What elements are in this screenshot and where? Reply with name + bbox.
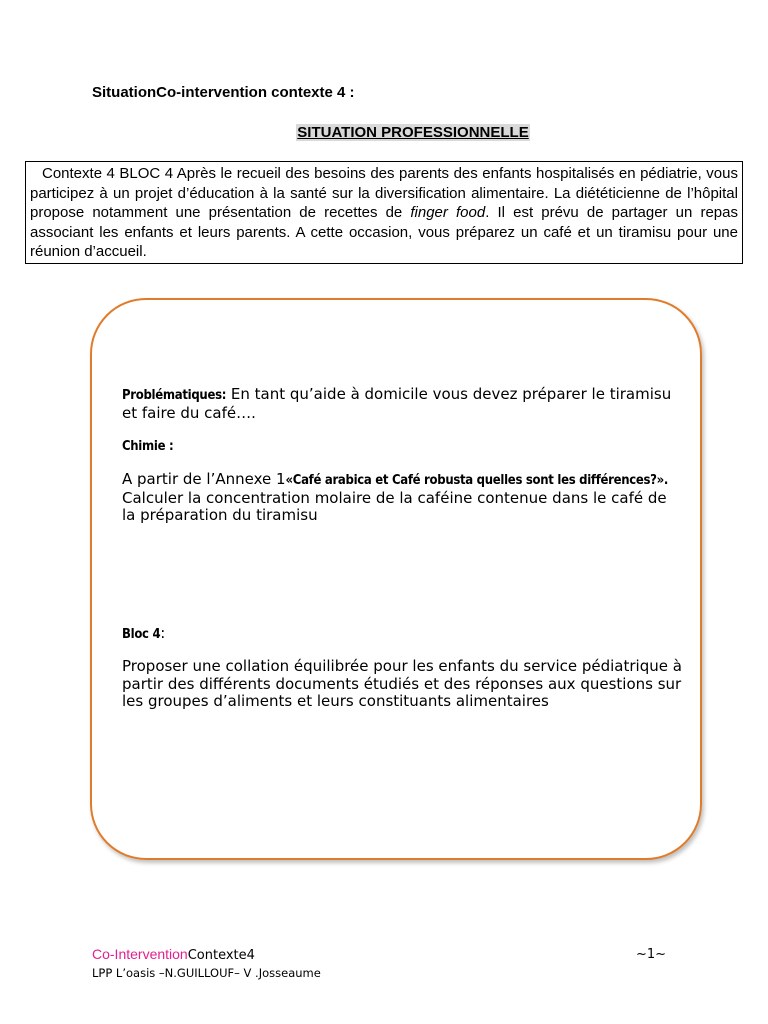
context-box <box>25 161 743 264</box>
chimie-annex-title: «Café arabica et Café robusta quelles sont les différences?». <box>285 473 669 488</box>
chimie-label-text: Chimie : <box>122 439 174 454</box>
chimie-paragraph <box>122 471 682 525</box>
problematique-label: Problématiques: <box>122 388 227 403</box>
problematique-paragraph <box>122 386 682 422</box>
context-lead: Contexte 4 BLOC 4 Après le recueil des besoins des parents des enfants hospitalisés en pédiatrie, vous participez à un projet d’éducation à la santé sur la diversification alimentaire. La diététicienne de l’hôpital propose notamment une présentation de recettes de <box>30 165 738 221</box>
footer-context-text: Contexte4 <box>187 948 255 963</box>
page-heading: SituationCo-intervention contexte 4 : <box>92 84 355 101</box>
context-tail: . Il est prévu de partager un repas associant les enfants et leurs parents. A cette occasion, vous préparez un café et un tiramisu pour une réunion d’accueil. <box>30 204 738 260</box>
bloc-label-colon: : <box>160 624 166 642</box>
footer-pink-text: Co-Intervention <box>92 946 188 962</box>
section-title-text: SITUATION PROFESSIONNELLE <box>297 124 529 141</box>
chimie-prefix: A partir de l’Annexe 1 <box>122 470 286 488</box>
bloc-paragraph <box>122 658 682 717</box>
page-number: ~1~ <box>636 947 667 962</box>
task-box <box>90 298 702 860</box>
problematique-text: En tant qu’aide à domicile vous devez préparer le tiramisu et faire du café…. <box>122 385 672 422</box>
footer-authors: LPP L’oasis –N.GUILLOUF– V .Josseaume <box>92 966 321 980</box>
footer-left <box>92 946 255 963</box>
bloc-text: Proposer une collation équilibrée pour les enfants du service pédiatrique à partir des différents documents étudiés et des réponses aux questions sur les groupes d’aliments et leurs constituants alimentaires <box>122 658 682 710</box>
context-italic: finger food <box>410 204 486 221</box>
bloc-label <box>122 625 682 644</box>
chimie-label <box>122 437 682 456</box>
section-title <box>0 124 768 141</box>
chimie-text: Calculer la concentration molaire de la caféine contenue dans le café de la préparation du tiramisu <box>122 488 667 524</box>
bloc-label-text: Bloc 4 <box>122 627 161 642</box>
